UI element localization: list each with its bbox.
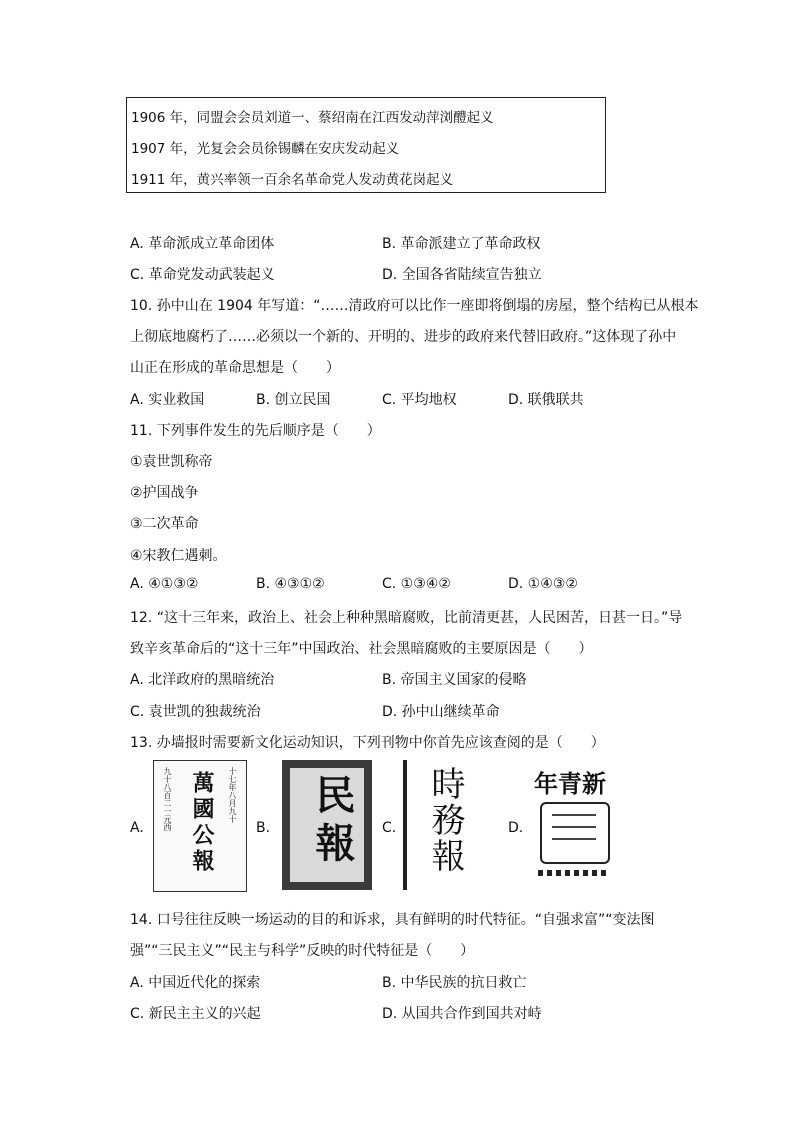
q12-option-d[interactable]: D. 孙中山继续革命: [382, 704, 500, 720]
masthead-border: [403, 760, 407, 890]
emblem-line: [552, 814, 596, 816]
q11-item: ②护国战争: [130, 485, 199, 501]
q12-option-a[interactable]: A. 北洋政府的黑暗统治: [130, 672, 275, 688]
q12-option-c[interactable]: C. 袁世凯的独裁统治: [130, 704, 261, 720]
q10-stem-line: 10. 孙中山在 1904 年写道：“……清政府可以比作一座即将倒塌的房屋，整个结构已从根本: [130, 298, 699, 314]
masthead-panel: [290, 768, 364, 882]
q12-stem-line: 12. “这十三年来，政治上、社会上种种黑暗腐败，比前清更甚，人民困苦，日甚一日。”导: [130, 610, 683, 626]
q11-item: ①袁世凯称帝: [130, 454, 213, 470]
q13-stem: 13. 办墙报时需要新文化运动知识，下列刊物中你首先应该查阅的是（ ）: [130, 735, 605, 751]
masthead-emblem: [540, 802, 610, 864]
q13-option-c-label[interactable]: C.: [382, 820, 397, 836]
q9-option-c[interactable]: C. 革命党发动武装起义: [130, 267, 275, 283]
masthead-title: 萬國公報: [189, 771, 215, 875]
q11-option-c[interactable]: C. ①③④②: [382, 576, 451, 592]
q13-option-a-label[interactable]: A.: [130, 820, 144, 836]
q11-stem: 11. 下列事件发生的先后顺序是（ ）: [130, 423, 381, 439]
table-row: 1906 年，同盟会会员刘道一、蔡绍南在江西发动萍浏醴起义: [131, 110, 494, 126]
q14-option-d[interactable]: D. 从国共合作到国共对峙: [382, 1006, 542, 1022]
q11-option-a[interactable]: A. ④①③②: [130, 576, 199, 592]
q9-option-a[interactable]: A. 革命派成立革命团体: [130, 236, 275, 252]
q13-option-d-label[interactable]: D.: [508, 820, 524, 836]
q12-stem-line: 致辛亥革命后的“这十三年”中国政治、社会黑暗腐败的主要原因是（ ）: [130, 641, 593, 657]
q11-item: ③二次革命: [130, 516, 199, 532]
table-row: 1911 年，黄兴率领一百余名革命党人发动黄花岗起义: [131, 172, 454, 188]
q10-option-a[interactable]: A. 实业救国: [130, 392, 205, 408]
masthead-side-text: 九十八百二一元西: [163, 767, 172, 831]
q11-option-d[interactable]: D. ①④③②: [508, 576, 578, 592]
wanguo-gongbao-masthead[interactable]: [153, 760, 247, 892]
shiwubao-masthead[interactable]: [403, 760, 479, 890]
q14-option-b[interactable]: B. 中华民族的抗日救亡: [382, 975, 527, 991]
masthead-title: 新青年: [534, 769, 606, 798]
q14-stem-line: 14. 口号往往反映一场运动的目的和诉求，具有鲜明的时代特征。“自强求富”“变法图: [130, 912, 655, 928]
q9-option-d[interactable]: D. 全国各省陆续宣告独立: [382, 267, 542, 283]
q10-stem-line: 上彻底地腐朽了……必须以一个新的、开明的、进步的政府来代替旧政府。”这体现了孙中: [130, 329, 677, 345]
xin-qingnian-masthead[interactable]: [530, 760, 618, 890]
q12-option-b[interactable]: B. 帝国主义国家的侵略: [382, 672, 527, 688]
masthead-side-text: 十七年八月九十: [228, 767, 237, 823]
q10-option-d[interactable]: D. 联俄联共: [508, 392, 584, 408]
emblem-line: [552, 838, 596, 840]
q10-stem-line: 山正在形成的革命思想是（ ）: [130, 360, 340, 376]
q14-stem-line: 强”“三民主义”“民主与科学”反映的时代特征是（ ）: [130, 943, 475, 959]
masthead-title: 民報: [309, 774, 356, 870]
q11-option-b[interactable]: B. ④③①②: [256, 576, 325, 592]
event-table: [126, 97, 606, 193]
q11-item: ④宋教仁遇刺。: [130, 548, 227, 564]
emblem-line: [552, 826, 596, 828]
q14-option-a[interactable]: A. 中国近代化的探索: [130, 975, 261, 991]
q13-option-b-label[interactable]: B.: [256, 820, 271, 836]
masthead-title: 時務報: [425, 766, 465, 874]
q14-option-c[interactable]: C. 新民主主义的兴起: [130, 1006, 261, 1022]
q9-option-b[interactable]: B. 革命派建立了革命政权: [382, 236, 541, 252]
q10-option-b[interactable]: B. 创立民国: [256, 392, 331, 408]
masthead-footer-text: [538, 870, 608, 876]
q10-option-c[interactable]: C. 平均地权: [382, 392, 457, 408]
minbao-masthead[interactable]: [282, 760, 372, 890]
table-row: 1907 年，光复会会员徐锡麟在安庆发动起义: [131, 141, 400, 157]
